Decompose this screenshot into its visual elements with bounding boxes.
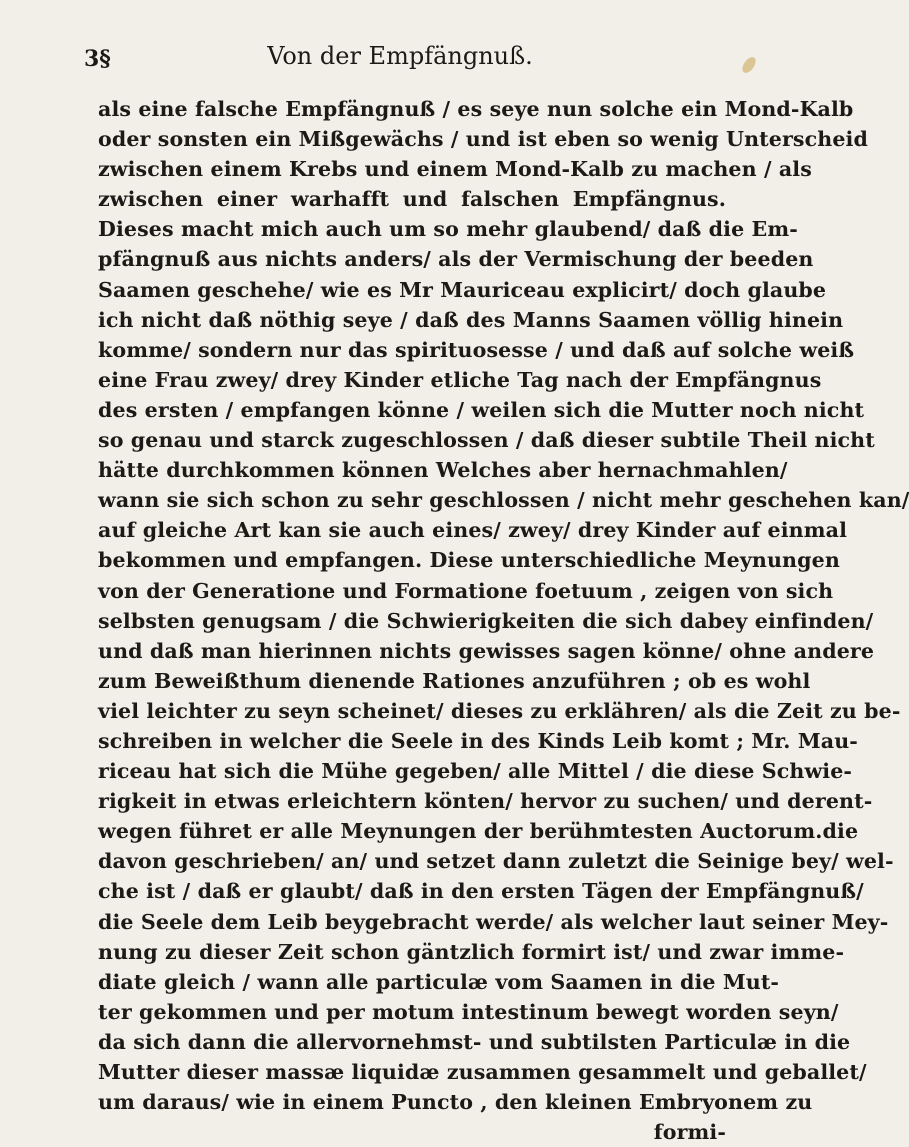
page-header [0, 40, 800, 80]
text-line: selbsten genugsam / die Schwierigkeiten die sich dabey einfinden/ [98, 608, 874, 633]
text-line: bekommen und empfangen. Diese unterschiedliche Meynungen [98, 548, 840, 573]
text-line: eine Frau zwey/ drey Kinder etliche Tag nach der Empfängnus [98, 367, 822, 392]
text-line: und daß man hierinnen nichts gewisses sagen könne/ ohne andere [98, 638, 875, 663]
text-line: Saamen geschehe/ wie es Mr Mauriceau explicirt/ doch glaube [98, 277, 827, 302]
text-line: oder sonsten ein Mißgewächs / und ist eben so wenig Unterscheid [98, 127, 868, 152]
text-line: zum Beweißthum dienende Rationes anzuführen ; ob es wohl [98, 668, 811, 693]
text-line: schreiben in welcher die Seele in des Kinds Leib komt ; Mr. Mau- [98, 728, 858, 753]
text-line: auf gleiche Art kan sie auch eines/ zwey/ drey Kinder auf einmal [98, 518, 848, 543]
text-line: riceau hat sich die Mühe gegeben/ alle Mittel / die diese Schwie- [98, 759, 853, 784]
text-line: zwischen einem Krebs und einem Mond-Kalb zu machen / als [98, 157, 812, 182]
text-line: hätte durchkommen können Welches aber hernachmahlen/ [98, 458, 788, 483]
text-line: als eine falsche Empfängnuß / es seye nun solche ein Mond-Kalb [98, 97, 854, 121]
text-line: pfängnuß aus nichts anders/ als der Vermischung der beeden [98, 247, 814, 272]
catchword: formi- [653, 1120, 726, 1145]
text-line: ich nicht daß nöthig seye / daß des Manns Saamen völlig hinein [98, 307, 844, 332]
text-line: ter gekommen und per motum intestinum bewegt worden seyn/ [98, 999, 839, 1024]
text-line: rigkeit in etwas erleichtern könten/ hervor zu suchen/ und derent- [98, 789, 873, 814]
page-number: 3§ [84, 46, 111, 72]
text-line: um daraus/ wie in einem Puncto , den kleinen Embryonem zu [98, 1090, 813, 1115]
running-title: Von der Empfängnuß. [267, 42, 533, 70]
text-line: Mutter dieser massæ liquidæ zusammen gesammelt und geballet/ [98, 1060, 867, 1084]
text-line: davon geschrieben/ an/ und setzet dann zuletzt die Seinige bey/ wel- [98, 849, 894, 874]
text-line: des ersten / empfangen könne / weilen sich die Mutter noch nicht [98, 397, 865, 422]
body-text [98, 94, 909, 1147]
text-line: diate gleich / wann alle particulæ vom Saamen in die Mut- [98, 969, 780, 994]
text-line: Dieses macht mich auch um so mehr glaubend/ daß die Em- [98, 217, 798, 242]
text-line: da sich dann die allervornehmst- und subtilsten Particulæ in die [98, 1029, 851, 1054]
text-line: die Seele dem Leib beygebracht werde/ als welcher laut seiner Mey- [98, 909, 889, 934]
text-line: zwischen einer warhafft und falschen Empfängnus. [98, 187, 726, 212]
text-line: komme/ sondern nur das spirituosesse / und daß auf solche weiß [98, 337, 855, 362]
text-line: so genau und starck zugeschlossen / daß dieser subtile Theil nicht [98, 428, 875, 453]
text-line: viel leichter zu seyn scheinet/ dieses zu erklähren/ als die Zeit zu be- [98, 698, 901, 723]
text-line: nung zu dieser Zeit schon gäntzlich formirt ist/ und zwar imme- [98, 939, 845, 964]
text-line: wann sie sich schon zu sehr geschlossen / nicht mehr geschehen kan/ [98, 488, 909, 513]
text-line: wegen führet er alle Meynungen der berühmtesten Auctorum.die [98, 819, 859, 844]
text-line: von der Generatione und Formatione foetuum , zeigen von sich [98, 578, 834, 603]
text-line: che ist / daß er glaubt/ daß in den ersten Tägen der Empfängnuß/ [98, 879, 864, 904]
